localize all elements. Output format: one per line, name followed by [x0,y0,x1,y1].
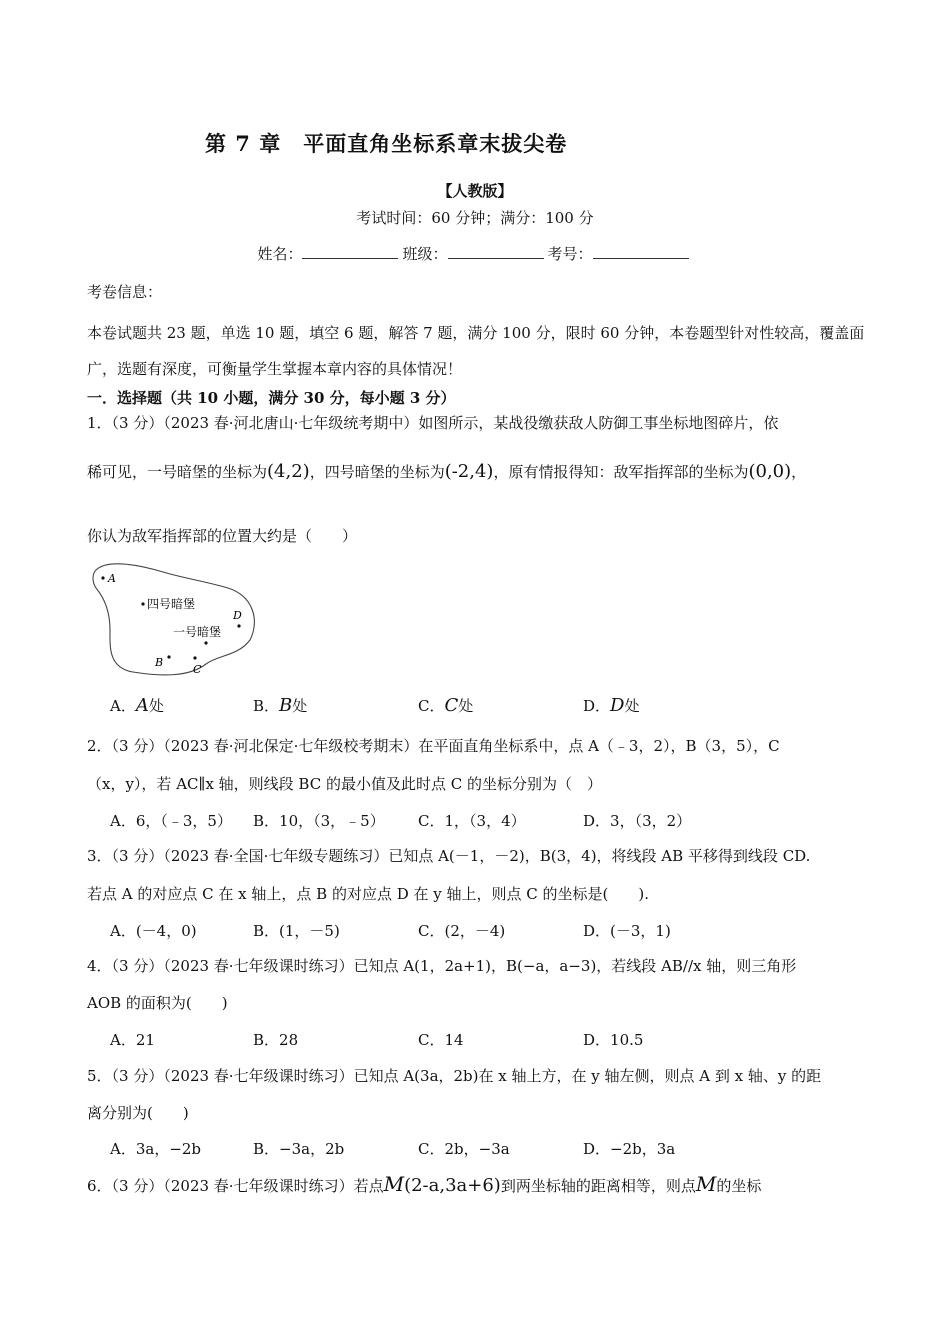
info-text: 本卷试题共 23 题，单选 10 题，填空 6 题，解答 7 题，满分 100 分，限时 60 分钟，本卷题型针对性较高，覆盖面广，选题有深度，可衡量学生掌握本章内容的具体情况！ [87,324,865,378]
page-title: 第 7 章 平面直角坐标系章末拔尖卷 [205,131,568,156]
fort4-dot [141,602,144,605]
point-a-dot [101,576,104,579]
q2-line1: 2．（3 分）（2023 春·河北保定·七年级校考期末）在平面直角坐标系中，点 A（﹣3，2），B（3，5），C [87,737,780,755]
number-label: 考号： [547,245,593,263]
q3-option-b[interactable]: B．(1，－5) [253,922,340,940]
q3-options [0,920,950,942]
q1-line3: 你认为敌军指挥部的位置大约是（ ） [87,527,358,545]
coord-fort1: (4,2) [267,461,310,482]
point-m-coord: (2-a,3a+6) [404,1175,501,1196]
section-title: 一．选择题（共 10 小题，满分 30 分，每小题 3 分） [87,389,456,407]
q2-options [0,810,950,832]
q5-options [0,1138,950,1160]
q4-options [0,1029,950,1051]
q4-line2: AOB 的面积为( ) [87,994,228,1012]
coord-fort4: (-2,4) [444,461,494,482]
q2-option-c[interactable]: C．1，（3，4） [418,812,526,830]
class-label: 班级： [402,245,448,263]
q2-option-a[interactable]: A．6，（﹣3，5） [110,812,232,830]
q2-option-d[interactable]: D．3，（3，2） [583,812,692,830]
q4-option-c[interactable]: C．14 [418,1031,464,1049]
q3-option-c[interactable]: C．(2，－4) [418,922,506,940]
class-blank[interactable] [448,244,544,259]
q3-line1: 3．（3 分）（2023 春·全国·七年级专题练习）已知点 A(－1，－2)，B(3，4)，将线段 AB 平移得到线段 CD. [87,847,811,865]
q1-option-a[interactable]: A．A处 [110,695,164,716]
number-blank[interactable] [593,244,689,259]
name-blank[interactable] [302,244,398,259]
point-a-label: A [108,572,116,585]
fort1-dot [204,641,207,644]
info-label: 考卷信息： [87,283,163,301]
q5-option-a[interactable]: A．3a，−2b [110,1140,202,1158]
q3-option-a[interactable]: A．(－4，0) [110,922,197,940]
map-fragment [88,560,268,680]
q2-line2: （x，y），若 AC∥x 轴，则线段 BC 的最小值及此时点 C 的坐标分别为（ ） [87,775,602,793]
exam-time: 考试时间：60 分钟；满分：100 分 [356,209,594,227]
q4-option-d[interactable]: D．10.5 [583,1031,644,1049]
q6-line1: 6．（3 分）（2023 春·七年级课时练习）若点M(2-a,3a+6)到两坐标轴的距离相等，则点M的坐标 [87,1172,762,1196]
q2-option-b[interactable]: B．10，（3，﹣5） [253,812,385,830]
point-m-2: M [695,1172,717,1196]
student-info-line [0,243,950,264]
point-c-label: C [193,663,202,676]
q5-option-b[interactable]: B．−3a，2b [253,1140,345,1158]
point-b-label: B [155,656,164,669]
q4-option-b[interactable]: B．28 [253,1031,299,1049]
q1-option-d[interactable]: D．D处 [583,695,640,716]
point-c-dot [193,656,196,659]
q5-option-d[interactable]: D．−2b，3a [583,1140,676,1158]
q1-option-b[interactable]: B．B处 [253,695,308,716]
q1-line1: 1．（3 分）（2023 春·河北唐山·七年级统考期中）如图所示，某战役缴获敌人防御工事坐标地图碎片，依 [87,414,779,432]
q4-line1: 4．（3 分）（2023 春·七年级课时练习）已知点 A(1，2a+1)，B(−a，a−3)，若线段 AB//x 轴，则三角形 [87,957,797,975]
fort4-label: 四号暗堡 [147,597,196,611]
q5-option-c[interactable]: C．2b，−3a [418,1140,510,1158]
q5-line2: 离分别为( ) [87,1104,189,1122]
q4-option-a[interactable]: A．21 [110,1031,155,1049]
name-label: 姓名： [257,245,303,263]
q1-options [0,695,950,721]
point-d-dot [237,624,240,627]
q1-line2: 稀可见，一号暗堡的坐标为(4,2)，四号暗堡的坐标为(-2,4)，原有情报得知：敌军指挥部的坐标为(0,0)， [87,461,807,482]
point-b-dot [167,655,170,658]
map-outline [93,564,254,675]
edition-label: 【人教版】 [437,182,513,200]
q3-line2: 若点 A 的对应点 C 在 x 轴上，点 B 的对应点 D 在 y 轴上，则点 C 的坐标是( ). [87,885,649,903]
q1-option-c[interactable]: C．C处 [418,695,474,716]
point-d-label: D [233,609,242,622]
coord-hq: (0,0) [748,461,792,482]
q3-option-d[interactable]: D．(－3，1) [583,922,671,940]
fort1-label: 一号暗堡 [173,625,222,639]
point-m: M [383,1172,405,1196]
q5-line1: 5．（3 分）（2023 春·七年级课时练习）已知点 A(3a，2b)在 x 轴上方，在 y 轴左侧，则点 A 到 x 轴、y 的距 [87,1067,822,1085]
